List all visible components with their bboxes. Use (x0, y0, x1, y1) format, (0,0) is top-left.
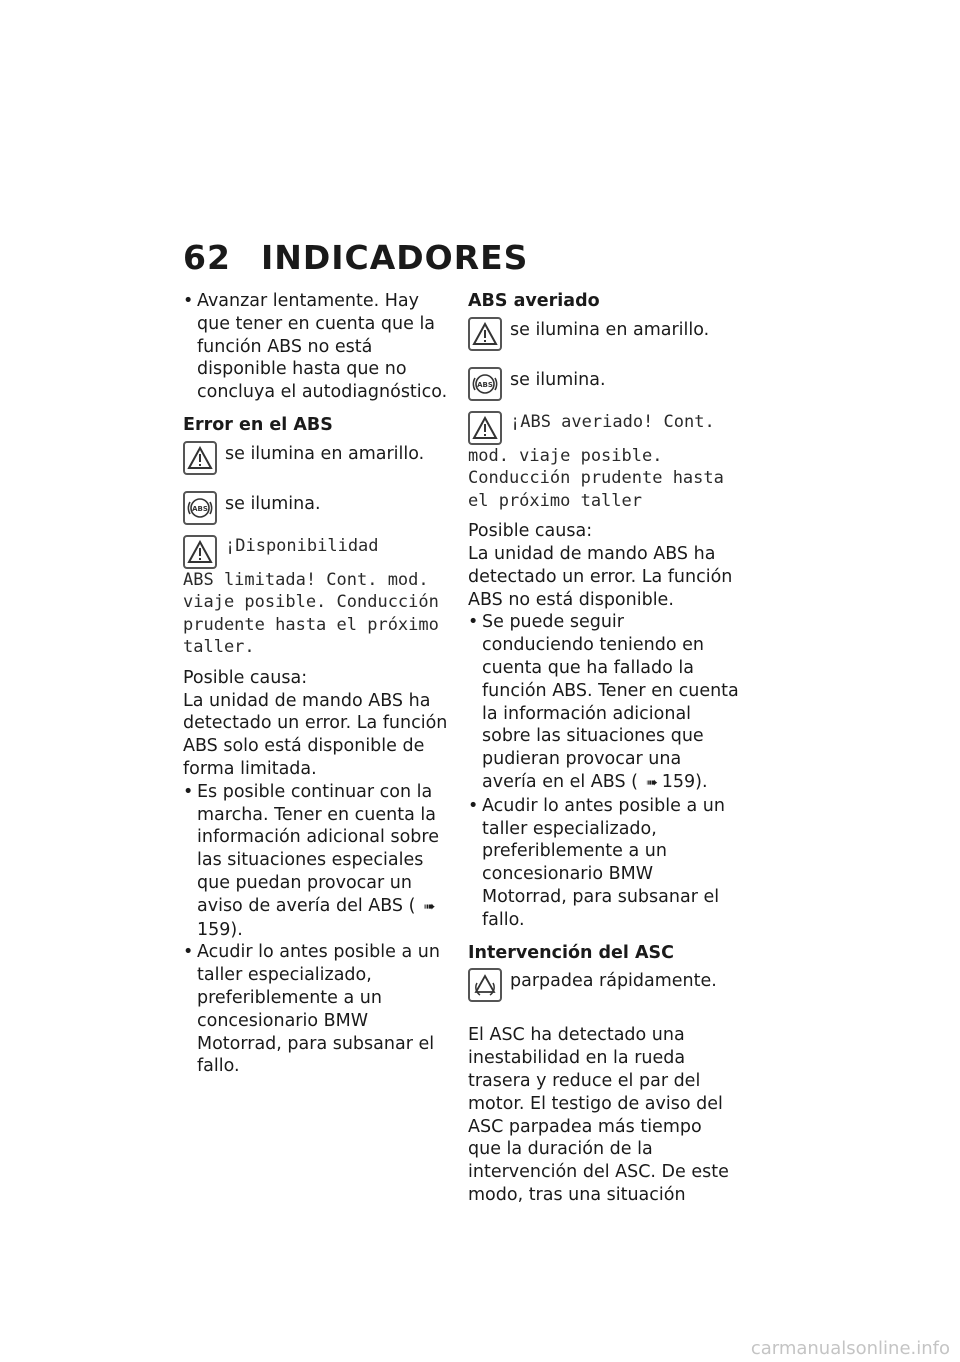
display-message (468, 411, 740, 513)
indicator-abs (468, 367, 740, 401)
error-abs-heading: Error en el ABS (183, 414, 333, 435)
message-rest: mod. viaje posible. Conducción prudente hasta el próximo taller (468, 445, 724, 511)
indicator-text: se ilumina en amarillo. (225, 443, 425, 464)
cause-text: La unidad de mando ABS ha detectado un error. La función ABS no está disponible. (468, 544, 733, 610)
indicator-text: parpadea rápidamente. (510, 971, 717, 992)
page-title (183, 238, 528, 277)
intro-bullet: • Avanzar lentamente. Hay que tener en cuenta que la función ABS no está disponible hasta que no concluya el autodiagnóstico. (183, 290, 455, 404)
message-line-1: ¡ABS averiado! Cont. (510, 411, 715, 432)
bullet-workshop: • Acudir lo antes posible a un taller especializado, preferiblemente a un concesionario BMW Motorrad, para subsanar el fallo. (183, 941, 455, 1078)
right-column (468, 290, 740, 1207)
asc-heading: Intervención del ASC (468, 942, 674, 963)
asc-icon (468, 968, 502, 1002)
warning-triangle-icon (468, 411, 502, 445)
svg-text:ABS: ABS (477, 380, 493, 389)
reference-arrow-icon: ➠ (646, 775, 658, 792)
indicator-abs (183, 491, 455, 525)
display-message (183, 535, 455, 659)
asc-text: El ASC ha detectado una inestabilidad en la rueda trasera y reduce el par del motor. El testigo de aviso del ASC parpadea más tiempo que la duración de la intervención del ASC. De este modo, tras una situación (468, 1025, 729, 1206)
indicator-warning (468, 317, 740, 351)
warning-triangle-icon (183, 535, 217, 569)
abs-icon (468, 367, 502, 401)
abs-faulty-heading: ABS averiado (468, 291, 600, 311)
left-column (183, 290, 455, 1078)
watermark: carmanualsonline.info (750, 1338, 950, 1359)
bullet-continue: • Se puede seguir conduciendo teniendo en cuenta que ha fallado la función ABS. Tener en cuenta la información adicional sobre las situaciones que pudieran provocar una avería en el ABS ( ➠ 159). (468, 611, 740, 794)
indicator-asc (468, 968, 740, 1002)
cause-label: Posible causa: (468, 521, 593, 542)
warning-triangle-icon (468, 317, 502, 351)
indicator-text: se ilumina. (225, 493, 321, 514)
indicator-text: se ilumina. (510, 369, 606, 390)
page-number: 62 (183, 238, 231, 277)
bullet-continue: • Es posible continuar con la marcha. Tener en cuenta la información adicional sobre las situaciones especiales que puedan provocar un aviso de avería del ABS ( ➠159). (183, 781, 455, 942)
indicator-warning (183, 441, 455, 475)
message-rest: ABS limitada! Cont. mod. viaje posible. Conducción prudente hasta el próximo taller. (183, 569, 439, 658)
indicator-text: se ilumina en amarillo. (510, 319, 710, 340)
warning-triangle-icon (183, 441, 217, 475)
bullet-workshop: • Acudir lo antes posible a un taller especializado, preferiblemente a un concesionario BMW Motorrad, para subsanar el fallo. (468, 795, 740, 932)
message-line-1: ¡Disponibilidad (225, 535, 379, 556)
abs-icon (183, 491, 217, 525)
section-title: INDICADORES (260, 238, 529, 277)
cause-label: Posible causa: (183, 667, 308, 688)
reference-arrow-icon: ➠ (423, 898, 436, 915)
cause-text: La unidad de mando ABS ha detectado un error. La función ABS solo está disponible de forma limitada. (183, 690, 448, 779)
svg-text:ABS: ABS (192, 504, 208, 513)
